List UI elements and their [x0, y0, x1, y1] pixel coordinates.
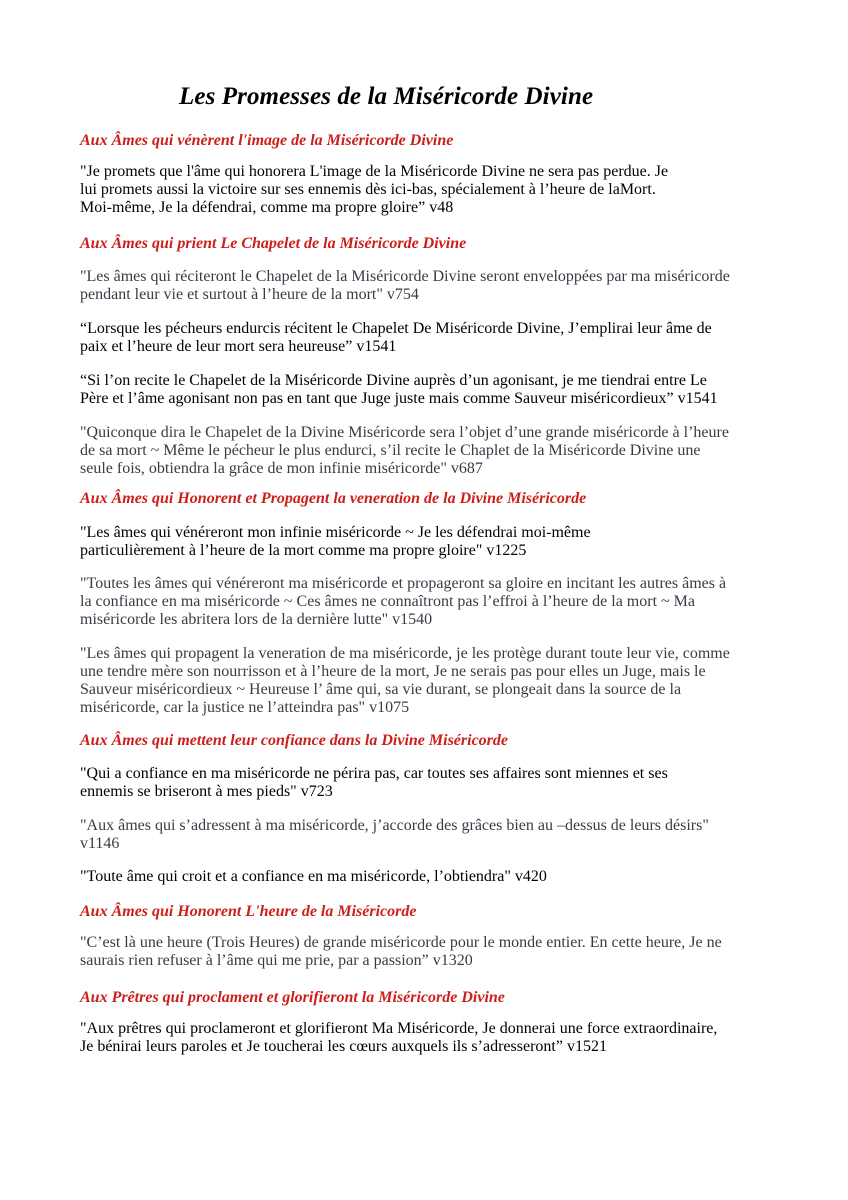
quote-line: Père et l’âme agonisant non pas en tant que Juge juste mais comme Sauveur miséricordieux” v1541	[80, 390, 718, 407]
quote-line: "Quiconque dira le Chapelet de la Divine Miséricorde sera l’objet d’une grande miséricorde à l’heure	[80, 424, 729, 441]
promise-quote	[80, 765, 668, 801]
quote-line: la confiance en ma miséricorde ~ Ces âmes ne connaîtront pas l’effroi à l’heure de la mort ~ Ma	[80, 593, 695, 610]
quote-line: "Toutes les âmes qui vénéreront ma miséricorde et propageront sa gloire en incitant les autres âmes à	[80, 575, 727, 592]
quote-line: miséricorde, car la justice ne l’atteindra pas" v1075	[80, 699, 410, 716]
quote-line: "Aux prêtres qui proclameront et glorifieront Ma Miséricorde, Je donnerai une force extraordinaire,	[80, 1020, 718, 1037]
section-heading: Aux Âmes qui mettent leur confiance dans la Divine Miséricorde	[80, 732, 509, 749]
quote-line: "Les âmes qui réciteront le Chapelet de la Miséricorde Divine seront enveloppées par ma miséricorde	[80, 268, 730, 285]
quote-line: Sauveur miséricordieux ~ Heureuse l’ âme qui, sa vie durant, se plongeait dans la source de la	[80, 681, 682, 698]
quote-line: pendant leur vie et surtout à l’heure de la mort" v754	[80, 286, 419, 303]
quote-line: "Toute âme qui croit et a confiance en ma miséricorde, l’obtiendra" v420	[80, 868, 547, 885]
section-heading: Aux Âmes qui vénèrent l'image de la Miséricorde Divine	[80, 132, 454, 149]
page-title: Les Promesses de la Miséricorde Divine	[179, 83, 594, 110]
document-page	[80, 78, 770, 1055]
section-heading: Aux Prêtres qui proclament et glorifieront la Miséricorde Divine	[80, 989, 505, 1006]
section-heading: Aux Âmes qui prient Le Chapelet de la Miséricorde Divine	[80, 235, 467, 252]
quote-line: Moi-même, Je la défendrai, comme ma propre gloire” v48	[80, 199, 454, 216]
quote-line: paix et l’heure de leur mort sera heureuse” v1541	[80, 338, 397, 355]
promise-quote	[80, 575, 726, 629]
promise-quote	[80, 645, 730, 717]
quote-line: "C’est là une heure (Trois Heures) de grande miséricorde pour le monde entier. En cette heure, Je ne	[80, 934, 722, 951]
quote-line: miséricorde les abritera lors de la dernière lutte" v1540	[80, 611, 433, 628]
promise-quote	[80, 868, 547, 886]
section-heading: Aux Âmes qui Honorent et Propagent la veneration de la Divine Miséricorde	[80, 490, 587, 507]
promise-quote	[80, 524, 591, 560]
quote-line: de sa mort ~ Même le pécheur le plus endurci, s’il recite le Chaplet de la Miséricorde Divine une	[80, 442, 701, 459]
promise-quote	[80, 1020, 717, 1056]
section-heading: Aux Âmes qui Honorent L'heure de la Miséricorde	[80, 903, 417, 920]
promise-quote	[80, 320, 712, 356]
quote-line: seule fois, obtiendra la grâce de mon infinie miséricorde" v687	[80, 460, 483, 477]
quote-line: Je bénirai leurs paroles et Je toucherai les cœurs auxquels ils s’adresseront” v1521	[80, 1038, 607, 1055]
quote-line: "Les âmes qui vénéreront mon infinie miséricorde ~ Je les défendrai moi-même	[80, 524, 591, 541]
quote-line: saurais rien refuser à l’âme qui me prie, par a passion” v1320	[80, 952, 473, 969]
quote-line: "Qui a confiance en ma miséricorde ne périra pas, car toutes ses affaires sont miennes et ses	[80, 765, 668, 782]
promise-quote	[80, 424, 729, 478]
quote-line: “Si l’on recite le Chapelet de la Miséricorde Divine auprès d’un agonisant, je me tiendrai entre Le	[80, 372, 707, 389]
quote-line: particulièrement à l’heure de la mort comme ma propre gloire" v1225	[80, 542, 527, 559]
quote-line: une tendre mère son nourrisson et à l’heure de la mort, Je ne serais pas pour elles un Juge, mais le	[80, 663, 706, 680]
quote-line: "Aux âmes qui s’adressent à ma miséricorde, j’accorde des grâces bien au –dessus de leurs désirs"	[80, 817, 709, 834]
promise-quote	[80, 372, 718, 408]
quote-line: ennemis se briseront à mes pieds" v723	[80, 783, 333, 800]
promise-quote	[80, 817, 709, 853]
promise-quote	[80, 934, 722, 970]
promise-quote	[80, 163, 668, 217]
quote-line: “Lorsque les pécheurs endurcis récitent le Chapelet De Miséricorde Divine, J’emplirai leur âme de	[80, 320, 712, 337]
quote-line: "Je promets que l'âme qui honorera L'image de la Miséricorde Divine ne sera pas perdue. Je	[80, 163, 669, 180]
quote-line: v1146	[80, 835, 120, 852]
quote-line: "Les âmes qui propagent la veneration de ma miséricorde, je les protège durant toute leur vie, comme	[80, 645, 730, 662]
quote-line: lui promets aussi la victoire sur ses ennemis dès ici-bas, spécialement à l’heure de laMort.	[80, 181, 656, 198]
promise-quote	[80, 268, 730, 304]
